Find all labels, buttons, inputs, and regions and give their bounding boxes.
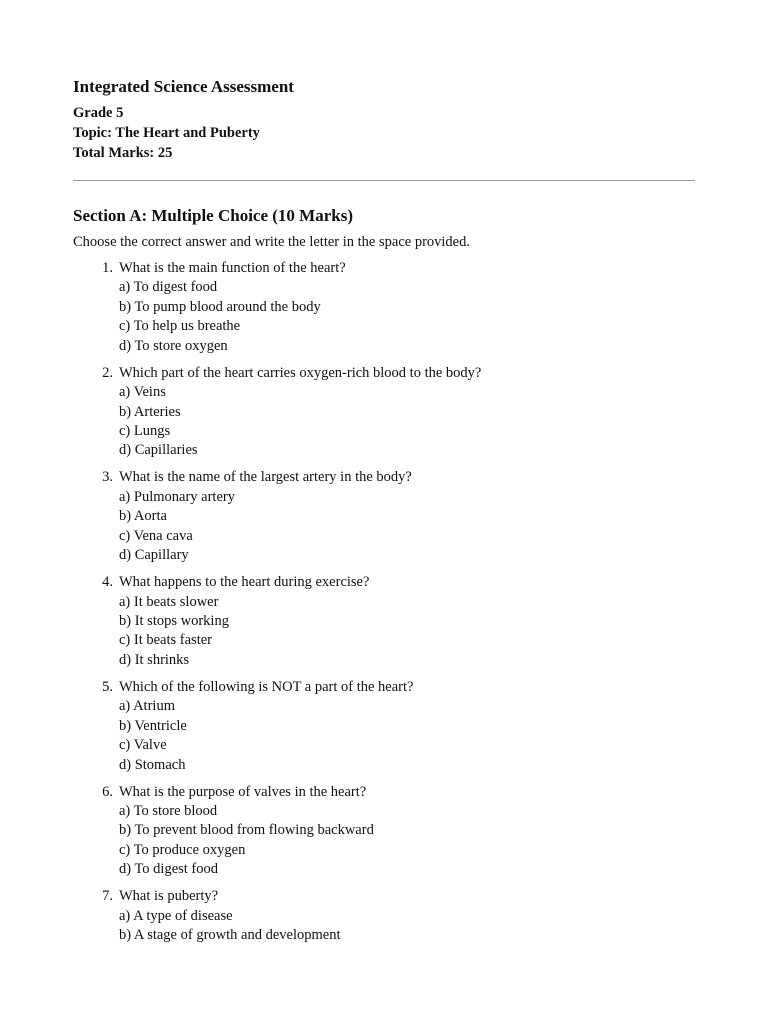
question-7: [73, 887, 695, 945]
answer-option: b) It stops working: [119, 612, 229, 629]
answer-option: c) Lungs: [119, 422, 171, 439]
document-title: Integrated Science Assessment: [73, 77, 294, 96]
answer-option: c) Vena cava: [119, 527, 193, 544]
question-number: 2.: [102, 364, 113, 381]
answer-option: b) Ventricle: [119, 717, 187, 734]
total-marks-label: Total Marks: 25: [73, 145, 173, 161]
answer-option: a) It beats slower: [119, 593, 219, 610]
answer-option: a) To store blood: [119, 803, 218, 819]
answer-option: d) To digest food: [119, 861, 219, 878]
grade-label: Grade 5: [73, 105, 124, 121]
answer-option: d) Capillaries: [119, 442, 198, 459]
section-a-instructions: Choose the correct answer and write the letter in the space provided.: [73, 234, 470, 250]
question-text: What is the main function of the heart?: [119, 260, 346, 276]
horizontal-divider: [73, 180, 695, 181]
question-text: What is the purpose of valves in the heart?: [119, 783, 367, 800]
question-number: 4.: [102, 574, 113, 591]
answer-option: b) Aorta: [119, 508, 167, 525]
answer-option: c) To produce oxygen: [119, 841, 246, 858]
answer-option: b) Arteries: [119, 403, 181, 420]
question-number: 6.: [102, 783, 113, 800]
answer-option: a) Atrium: [119, 698, 175, 715]
question-4: [73, 573, 695, 670]
question-text: Which of the following is NOT a part of the heart?: [119, 678, 414, 695]
answer-option: d) Stomach: [119, 756, 186, 773]
answer-option: d) Capillary: [119, 547, 189, 564]
question-5: [73, 678, 695, 775]
answer-option: a) To digest food: [119, 279, 218, 296]
answer-option: c) Valve: [119, 737, 167, 754]
answer-option: b) A stage of growth and development: [119, 927, 341, 944]
question-number: 3.: [102, 469, 113, 486]
answer-option: b) To prevent blood from flowing backward: [119, 822, 374, 839]
question-text: What is puberty?: [119, 888, 219, 905]
assessment-page: [73, 76, 695, 953]
section-a-title: Section A: Multiple Choice (10 Marks): [73, 206, 353, 225]
answer-option: a) A type of disease: [119, 907, 233, 924]
question-text: What happens to the heart during exercise?: [119, 574, 370, 591]
assessment-meta: [73, 103, 695, 163]
question-2: [73, 364, 695, 461]
answer-option: d) To store oxygen: [119, 337, 228, 354]
topic-label: Topic: The Heart and Puberty: [73, 125, 260, 141]
answer-option: d) It shrinks: [119, 651, 190, 668]
question-text: Which part of the heart carries oxygen-rich blood to the body?: [119, 364, 482, 381]
question-6: [73, 783, 695, 880]
answer-option: a) Pulmonary artery: [119, 488, 235, 505]
answer-option: b) To pump blood around the body: [119, 298, 321, 315]
answer-option: a) Veins: [119, 384, 166, 401]
question-3: [73, 468, 695, 565]
question-text: What is the name of the largest artery in the body?: [119, 469, 412, 486]
question-1: [73, 259, 695, 356]
question-list: [73, 259, 695, 946]
question-number: 1.: [102, 260, 113, 276]
question-number: 7.: [102, 888, 113, 905]
answer-option: c) It beats faster: [119, 632, 212, 649]
question-number: 5.: [102, 678, 113, 695]
answer-option: c) To help us breathe: [119, 318, 241, 335]
